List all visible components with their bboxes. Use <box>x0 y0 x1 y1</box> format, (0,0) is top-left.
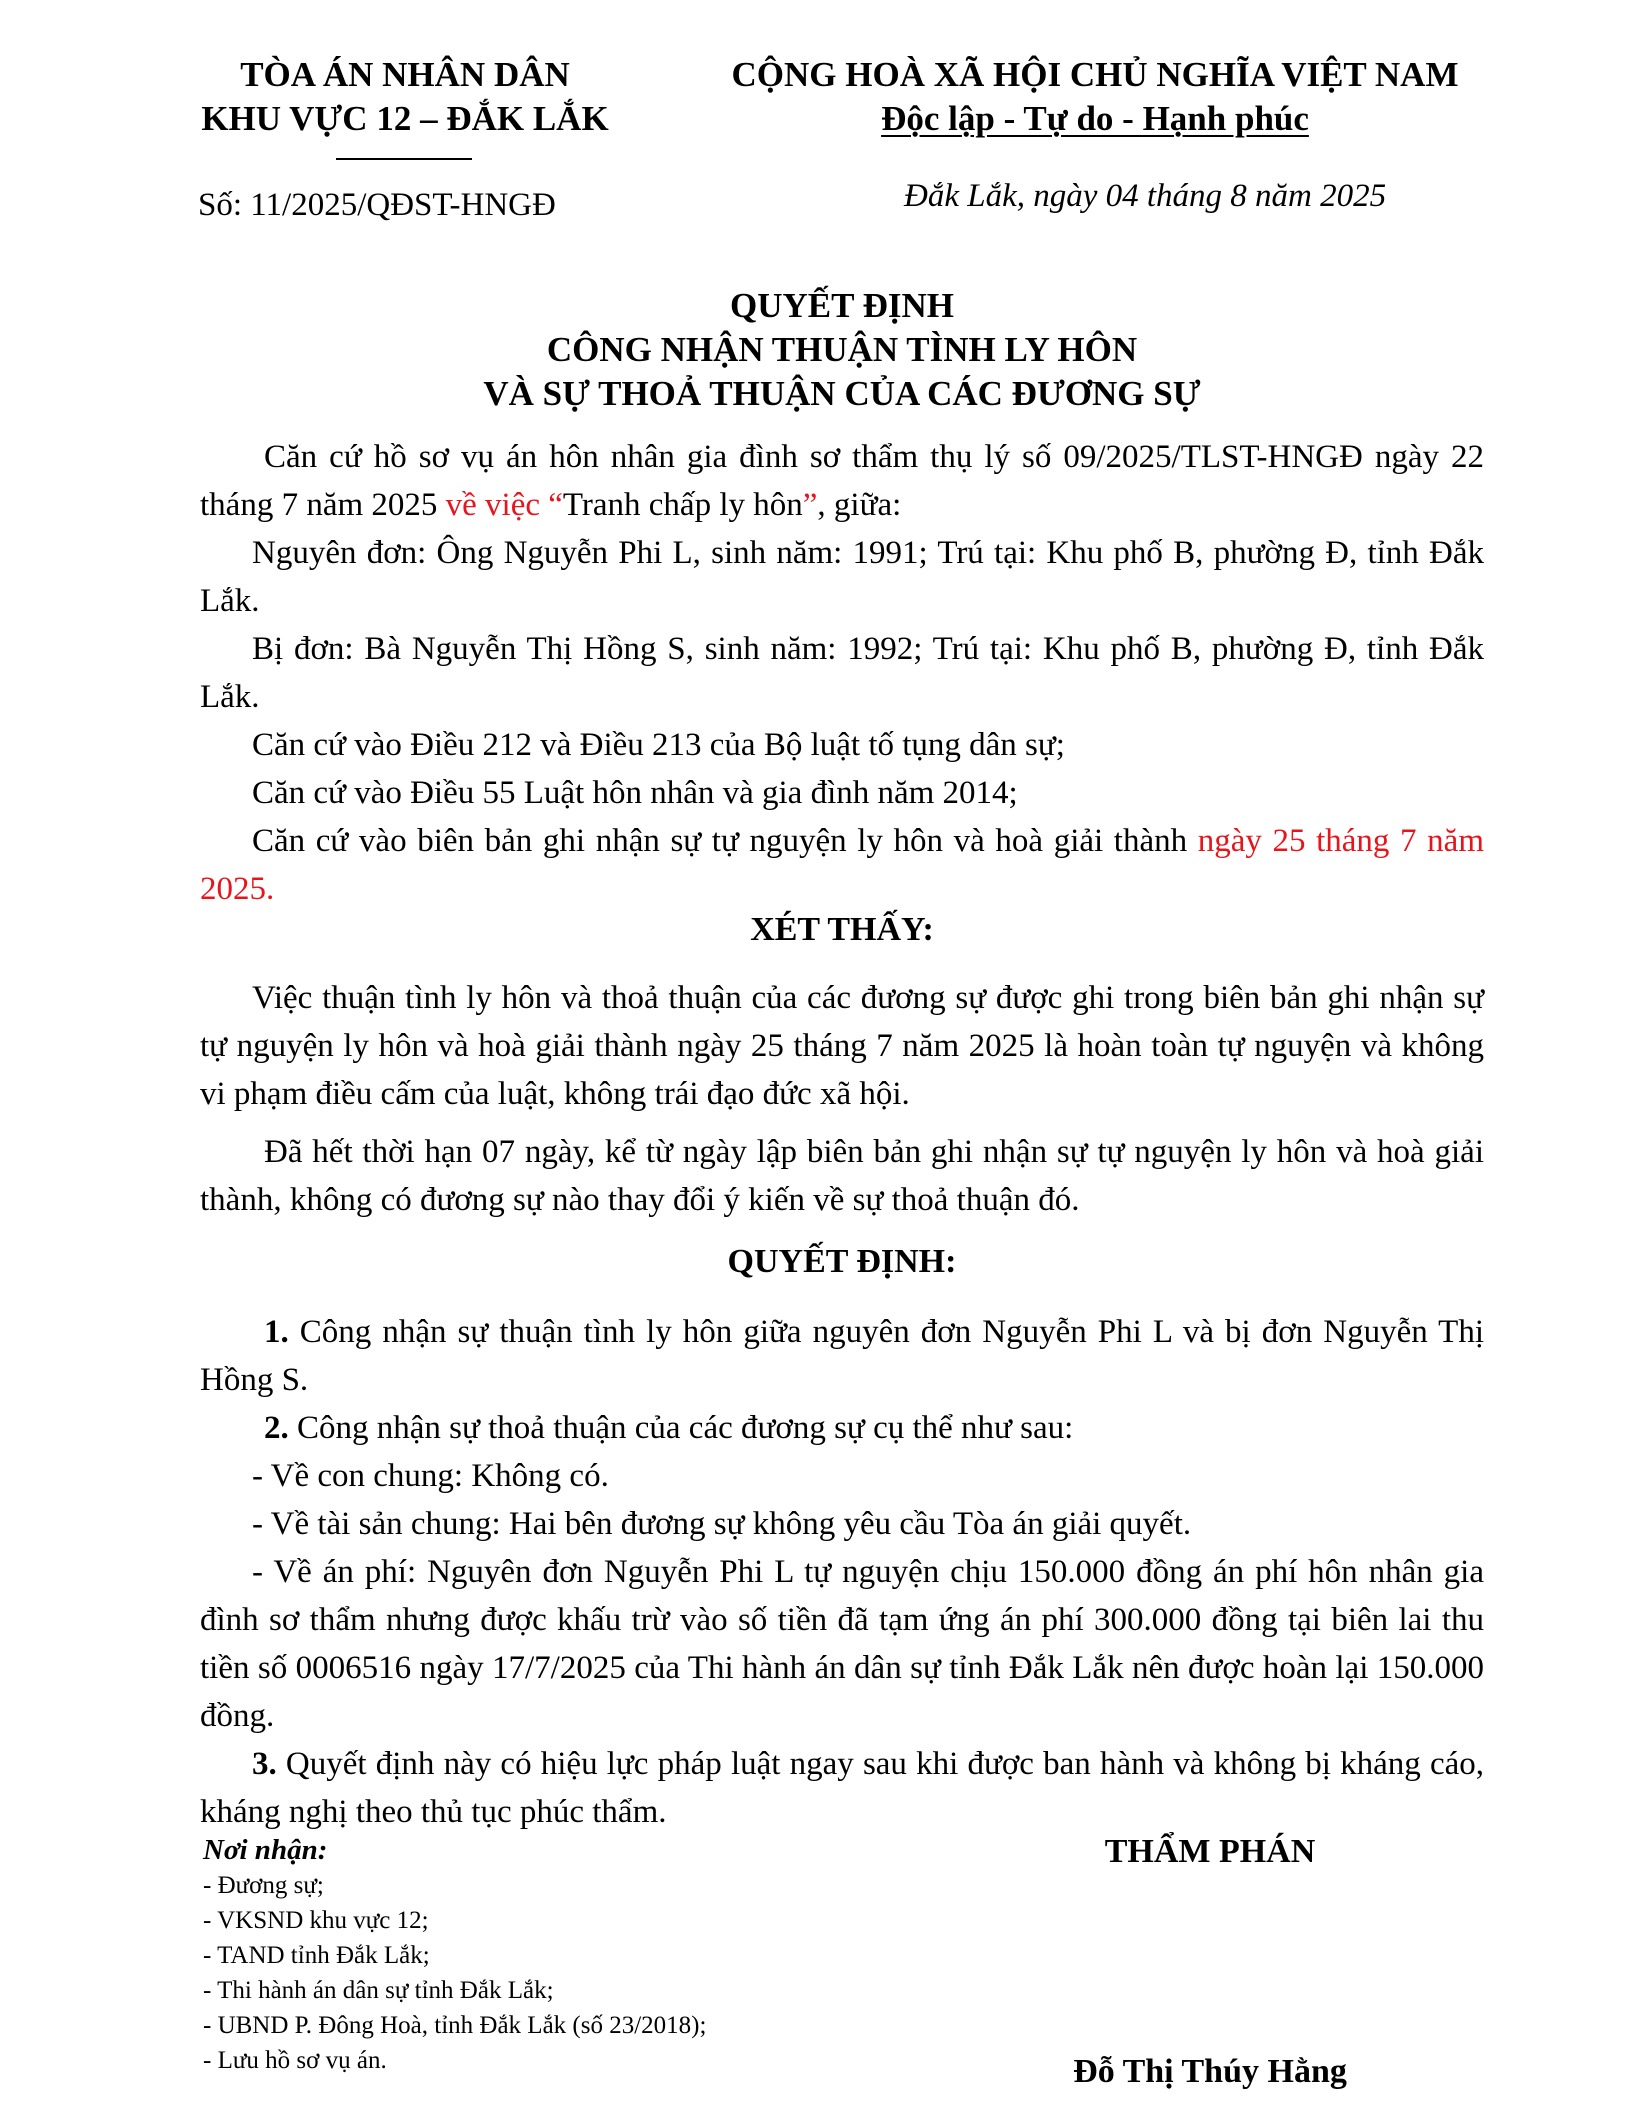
motto: Độc lập - Tự do - Hạnh phúc <box>881 99 1309 138</box>
decision-number: Số: 11/2025/QĐST-HNGĐ <box>198 187 556 223</box>
findings-paragraph-2: Đã hết thời hạn 07 ngày, kể từ ngày lập biên bản ghi nhận sự tự nguyện ly hôn và hoà giải thành, không có đương sự nào thay đổi ý kiến về sự thoả thuận đó. <box>200 1134 1484 1218</box>
title-line1: QUYẾT ĐỊNH <box>730 286 954 325</box>
country-name: CỘNG HOÀ XÃ HỘI CHỦ NGHĨA VIỆT NAM <box>731 55 1459 94</box>
defendant-details: , sinh năm: 1992; Trú tại: Khu phố B, phường Đ, tỉnh Đắk Lắk. <box>200 631 1484 715</box>
document-title <box>200 284 1484 416</box>
court-name <box>170 53 640 141</box>
decision-item-3-text: Quyết định này có hiệu lực pháp luật ngay sau khi được ban hành và không bị kháng cáo, kháng nghị theo thủ tục phúc thẩm. <box>200 1746 1484 1830</box>
basis-red-quote-close: ” <box>802 487 818 523</box>
findings-paragraph-1: Việc thuận tình ly hôn và thoả thuận của các đương sự được ghi trong biên bản ghi nhận sự tự nguyện ly hôn và hoà giải thành ngày 25 tháng 7 năm 2025 là hoàn toàn tự nguyện và không vi phạm điều cấm của luật, không trái đạo đức xã hội. <box>200 980 1484 1112</box>
legal-basis-2: Căn cứ vào Điều 55 Luật hôn nhân và gia đình năm 2014; <box>252 775 1018 811</box>
court-name-line1: TÒA ÁN NHÂN DÂN <box>240 55 570 94</box>
decision-children: - Về con chung: Không có. <box>252 1458 609 1494</box>
basis-text-a: Căn cứ hồ sơ vụ án hôn nhân gia đình sơ thẩm thụ lý số 09/2025/TLST-HNGĐ ngày 22 tháng 7 năm 2025 <box>200 439 1484 523</box>
decision-item-1-number: 1. <box>264 1314 289 1350</box>
legal-basis-3-text: Căn cứ vào biên bản ghi nhận sự tự nguyện ly hôn và hoà giải thành <box>252 823 1198 859</box>
decision-heading: QUYẾT ĐỊNH: <box>727 1243 957 1280</box>
decision-item-1-text: Công nhận sự thuận tình ly hôn giữa nguyên đơn Nguyễn Phi L và bị đơn Nguyễn Thị Hồng S. <box>200 1314 1484 1398</box>
decision-item-2 <box>200 1404 1484 1452</box>
recipient-item: - Lưu hồ sơ vụ án. <box>203 2047 387 2074</box>
signer-name: Đỗ Thị Thúy Hằng <box>1073 2053 1347 2090</box>
recipient-item: - Đương sự; <box>203 1872 324 1899</box>
title-line2: CÔNG NHẬN THUẬN TÌNH LY HÔN <box>546 330 1138 369</box>
title-line3: VÀ SỰ THOẢ THUẬN CỦA CÁC ĐƯƠNG SỰ <box>483 374 1201 413</box>
recipient-item: - TAND tỉnh Đắk Lắk; <box>203 1942 430 1969</box>
decision-item-2-number: 2. <box>264 1410 289 1446</box>
issue-date: Đắk Lắk, ngày 04 tháng 8 năm 2025 <box>904 178 1387 214</box>
basis-case-file <box>200 433 1484 529</box>
plaintiff-info: Nguyên đơn: Ông Nguyễn Phi L, sinh năm: 1991; Trú tại: Khu phố B, phường Đ, tỉnh Đắk Lắk. <box>200 535 1484 619</box>
decision-fees: - Về án phí: Nguyên đơn Nguyễn Phi L tự nguyện chịu 150.000 đồng án phí hôn nhân gia đình sơ thẩm nhưng được khấu trừ vào số tiền đã tạm ứng án phí 300.000 đồng tại biên lai thu tiền số 0006516 ngày 17/7/2025 của Thi hành án dân sự tỉnh Đắk Lắk nên được hoàn lại 150.000 đồng. <box>200 1554 1484 1734</box>
legal-basis-1: Căn cứ vào Điều 212 và Điều 213 của Bộ luật tố tụng dân sự; <box>252 727 1065 763</box>
recipient-item: - UBND P. Đông Hoà, tỉnh Đắk Lắk (số 23/2018); <box>203 2012 707 2039</box>
decision-item-3 <box>200 1740 1484 1836</box>
findings-heading: XÉT THẤY: <box>750 911 934 948</box>
defendant-name: Bị đơn: Bà Nguyễn Thị Hồng S <box>252 631 686 667</box>
basis-text-c: , giữa: <box>817 487 902 523</box>
legal-basis-3 <box>200 817 1484 913</box>
decision-item-1 <box>200 1308 1484 1404</box>
national-motto <box>680 53 1510 141</box>
signer-title: THẨM PHÁN <box>1104 1833 1316 1870</box>
decision-item-3-number: 3. <box>252 1746 277 1782</box>
basis-red-quote-open: “ <box>548 487 563 523</box>
court-name-line2: KHU VỰC 12 – ĐẮK LẮK <box>201 99 609 138</box>
court-underline <box>336 158 472 160</box>
recipient-item: - VKSND khu vực 12; <box>203 1907 429 1934</box>
recipients-block <box>203 1832 706 2078</box>
basis-case-type: Tranh chấp ly hôn <box>562 487 803 523</box>
defendant-info <box>200 625 1484 721</box>
legal-basis-3-date: ngày 25 tháng 7 năm 2025. <box>200 823 1484 907</box>
decision-item-2-text: Công nhận sự thoả thuận của các đương sự cụ thể như sau: <box>288 1410 1074 1446</box>
recipient-item: - Thi hành án dân sự tỉnh Đắk Lắk; <box>203 1977 554 2004</box>
basis-red-a: về việc <box>445 487 549 523</box>
decision-property: - Về tài sản chung: Hai bên đương sự không yêu cầu Tòa án giải quyết. <box>252 1506 1192 1542</box>
recipients-heading: Nơi nhận: <box>203 1834 328 1866</box>
